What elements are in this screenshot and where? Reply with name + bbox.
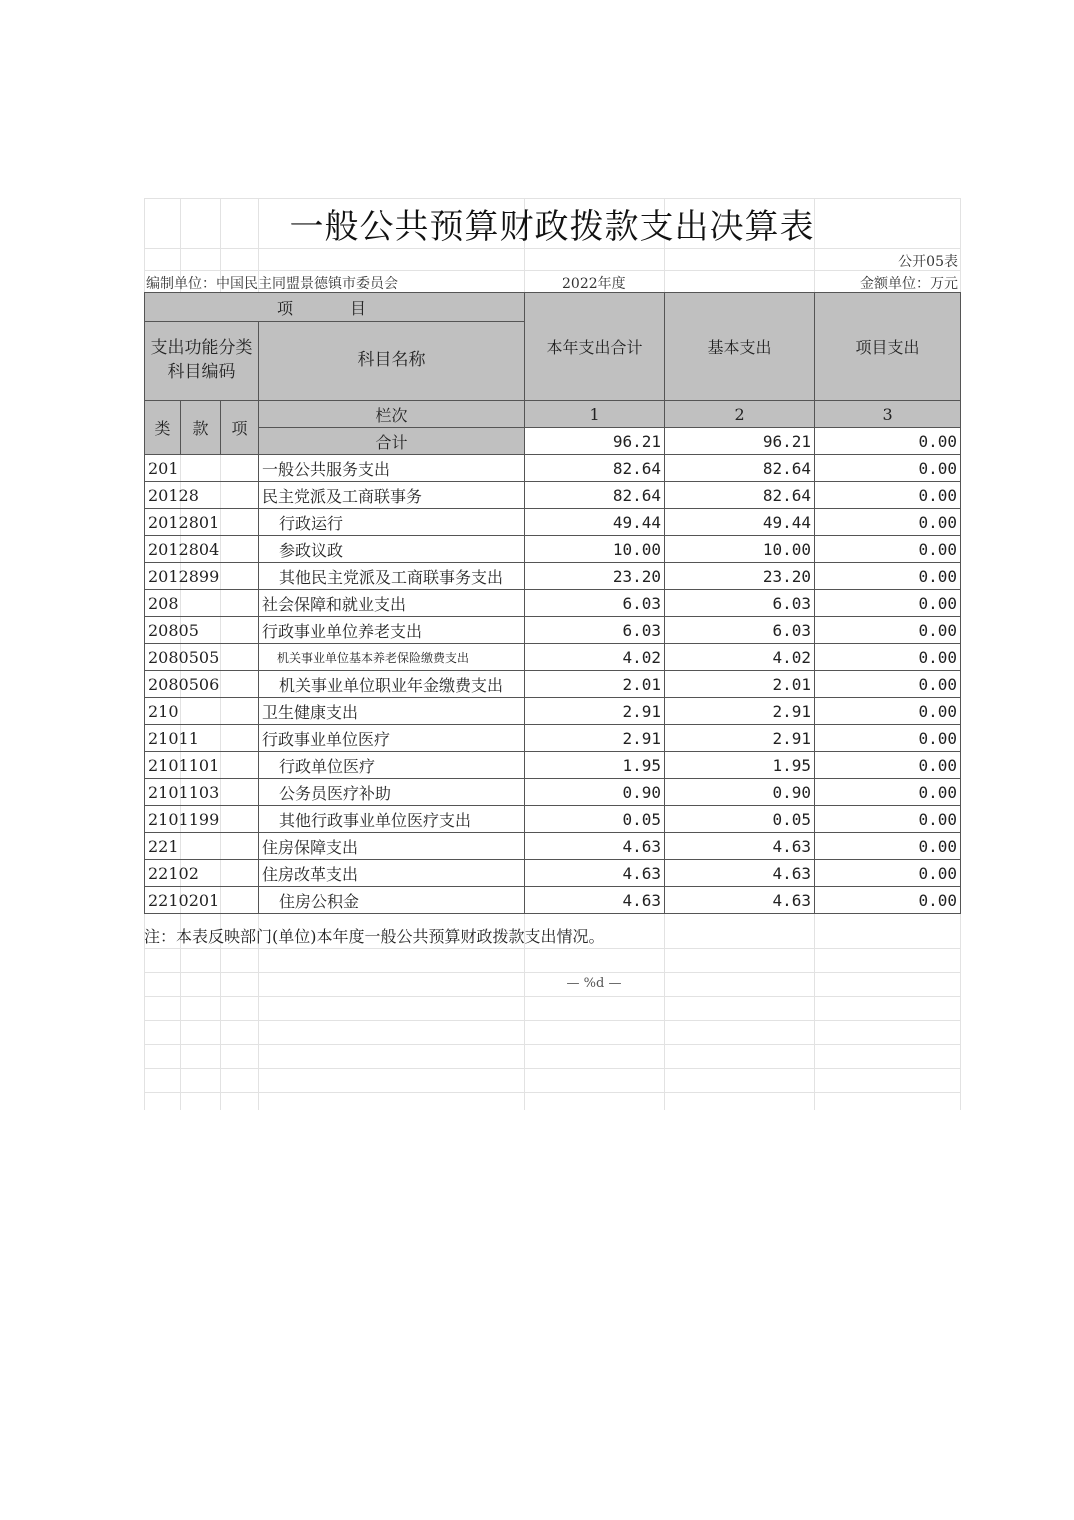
row-project: 0.00: [815, 590, 961, 617]
row-basic: 2.91: [665, 725, 815, 752]
row-code: 208: [145, 590, 259, 617]
table-note: 注：本表反映部门(单位)本年度一般公共预算财政拨款支出情况。: [144, 927, 605, 946]
table-row: [145, 455, 961, 482]
header-code-group: 支出功能分类科目编码: [145, 322, 259, 401]
row-total: 4.63: [525, 860, 665, 887]
row-project: 0.00: [815, 725, 961, 752]
row-project: 0.00: [815, 833, 961, 860]
row-basic: 1.95: [665, 752, 815, 779]
row-project: 0.00: [815, 536, 961, 563]
page-number: — %d —: [566, 976, 622, 991]
row-subject-name: 社会保障和就业支出: [259, 590, 525, 617]
row-code: 210: [145, 698, 259, 725]
header-xiang: 项: [221, 401, 259, 455]
table-row: [145, 779, 961, 806]
table-row: [145, 509, 961, 536]
compiling-unit: 编制单位：中国民主同盟景德镇市委员会: [146, 276, 398, 292]
header-col-project: 项目支出: [815, 293, 961, 401]
row-basic: 82.64: [665, 482, 815, 509]
row-project: 0.00: [815, 779, 961, 806]
row-subject-name: 行政单位医疗: [259, 752, 525, 779]
fiscal-year: 2022年度: [562, 276, 626, 292]
row-basic: 49.44: [665, 509, 815, 536]
row-subject-name: 参政议政: [259, 536, 525, 563]
row-project: 0.00: [815, 482, 961, 509]
row-subject-name: 一般公共服务支出: [259, 455, 525, 482]
total-basic: 96.21: [665, 428, 815, 455]
table-row: [145, 482, 961, 509]
header-kuan: 款: [181, 401, 221, 455]
header-subject-name: 科目名称: [259, 322, 525, 401]
row-project: 0.00: [815, 860, 961, 887]
row-project: 0.00: [815, 887, 961, 914]
row-code: 201: [145, 455, 259, 482]
row-basic: 4.02: [665, 644, 815, 671]
row-project: 0.00: [815, 806, 961, 833]
row-subject-name: 卫生健康支出: [259, 698, 525, 725]
row-subject-name: 其他民主党派及工商联事务支出: [259, 563, 525, 590]
row-code: 22102: [145, 860, 259, 887]
row-total: 2.91: [525, 725, 665, 752]
table-row: [145, 536, 961, 563]
row-total: 49.44: [525, 509, 665, 536]
row-project: 0.00: [815, 455, 961, 482]
row-code: 2101101: [145, 752, 259, 779]
table-row: [145, 752, 961, 779]
row-subject-name: 公务员医疗补助: [259, 779, 525, 806]
row-code: 21011: [145, 725, 259, 752]
money-unit: 金额单位：万元: [860, 276, 958, 292]
row-code: 2210201: [145, 887, 259, 914]
row-project: 0.00: [815, 617, 961, 644]
table-row: [145, 698, 961, 725]
row-total: 10.00: [525, 536, 665, 563]
row-project: 0.00: [815, 698, 961, 725]
row-project: 0.00: [815, 752, 961, 779]
row-basic: 0.05: [665, 806, 815, 833]
table-row: [145, 725, 961, 752]
row-project: 0.00: [815, 671, 961, 698]
header-col-1: 1: [525, 401, 665, 428]
row-code: 20805: [145, 617, 259, 644]
table-row: [145, 860, 961, 887]
table-row: [145, 887, 961, 914]
row-subject-name: 行政事业单位医疗: [259, 725, 525, 752]
row-subject-name: 行政运行: [259, 509, 525, 536]
row-subject-name: 行政事业单位养老支出: [259, 617, 525, 644]
row-basic: 6.03: [665, 590, 815, 617]
row-code: 2101199: [145, 806, 259, 833]
page-title: 一般公共预算财政拨款支出决算表: [289, 206, 815, 247]
row-total: 82.64: [525, 455, 665, 482]
row-subject-name: 住房改革支出: [259, 860, 525, 887]
header-row-items: [145, 293, 961, 322]
row-total: 23.20: [525, 563, 665, 590]
table-row: [145, 833, 961, 860]
row-basic: 4.63: [665, 860, 815, 887]
row-basic: 2.91: [665, 698, 815, 725]
row-code: 2101103: [145, 779, 259, 806]
row-code: 2012801: [145, 509, 259, 536]
row-project: 0.00: [815, 563, 961, 590]
total-row: [145, 428, 961, 455]
row-total: 2.91: [525, 698, 665, 725]
row-total: 1.95: [525, 752, 665, 779]
row-basic: 10.00: [665, 536, 815, 563]
row-project: 0.00: [815, 644, 961, 671]
row-total: 4.02: [525, 644, 665, 671]
row-project: 0.00: [815, 509, 961, 536]
header-items: 项 目: [145, 293, 525, 322]
row-code: 2012804: [145, 536, 259, 563]
total-sum: 96.21: [525, 428, 665, 455]
header-col-2: 2: [665, 401, 815, 428]
table-row: [145, 617, 961, 644]
header-lei: 类: [145, 401, 181, 455]
row-code: 2012899: [145, 563, 259, 590]
spreadsheet-page: [144, 198, 960, 1110]
table-row: [145, 671, 961, 698]
row-code: 20128: [145, 482, 259, 509]
table-row: [145, 806, 961, 833]
row-subject-name: 住房保障支出: [259, 833, 525, 860]
row-subject-name: 其他行政事业单位医疗支出: [259, 806, 525, 833]
row-basic: 0.90: [665, 779, 815, 806]
row-code: 2080505: [145, 644, 259, 671]
row-code: 221: [145, 833, 259, 860]
total-label: 合计: [259, 428, 525, 455]
header-lanci: 栏次: [259, 401, 525, 428]
form-code: 公开05表: [898, 254, 958, 270]
row-total: 6.03: [525, 617, 665, 644]
row-basic: 2.01: [665, 671, 815, 698]
row-basic: 23.20: [665, 563, 815, 590]
header-col-basic: 基本支出: [665, 293, 815, 401]
header-col-total: 本年支出合计: [525, 293, 665, 401]
row-subject-name: 机关事业单位基本养老保险缴费支出: [259, 644, 525, 671]
row-total: 82.64: [525, 482, 665, 509]
row-basic: 4.63: [665, 833, 815, 860]
row-total: 4.63: [525, 833, 665, 860]
row-subject-name: 民主党派及工商联事务: [259, 482, 525, 509]
row-basic: 6.03: [665, 617, 815, 644]
table-row: [145, 644, 961, 671]
row-subject-name: 住房公积金: [259, 887, 525, 914]
header-col-3: 3: [815, 401, 961, 428]
header-row-lanci: [145, 401, 961, 428]
row-total: 6.03: [525, 590, 665, 617]
row-basic: 82.64: [665, 455, 815, 482]
row-total: 0.90: [525, 779, 665, 806]
table-row: [145, 563, 961, 590]
table-row: [145, 590, 961, 617]
row-code: 2080506: [145, 671, 259, 698]
row-basic: 4.63: [665, 887, 815, 914]
total-project: 0.00: [815, 428, 961, 455]
row-total: 4.63: [525, 887, 665, 914]
row-subject-name: 机关事业单位职业年金缴费支出: [259, 671, 525, 698]
row-total: 2.01: [525, 671, 665, 698]
budget-table: [144, 292, 961, 914]
row-total: 0.05: [525, 806, 665, 833]
